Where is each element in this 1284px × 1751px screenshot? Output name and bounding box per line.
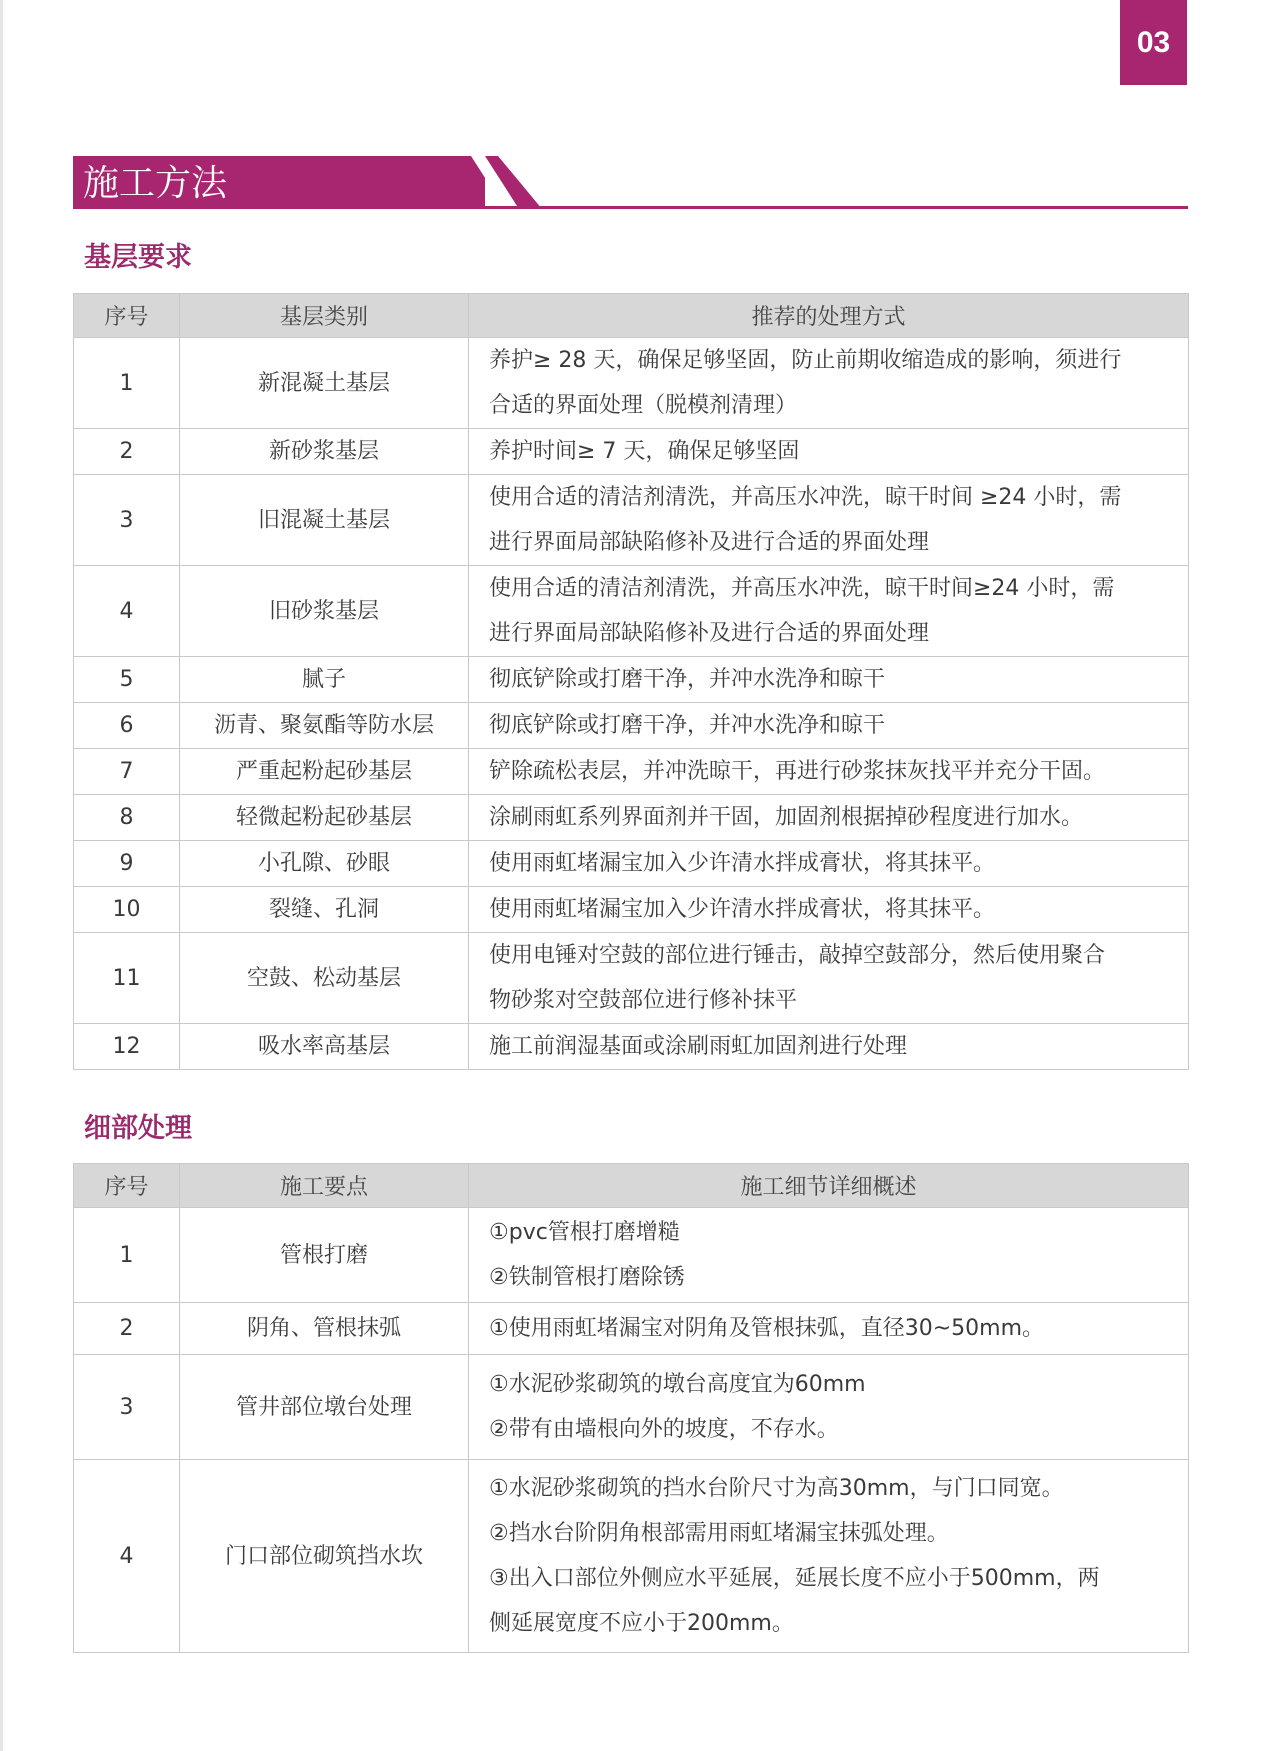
description-line: 合适的界面处理（脱模剂清理） xyxy=(489,393,798,418)
row-category: 新砂浆基层 xyxy=(180,429,469,475)
table-row xyxy=(74,1303,1189,1355)
table-header-row xyxy=(74,294,1189,338)
table-row xyxy=(74,887,1189,933)
description-line: 施工前润湿基面或涂刷雨虹加固剂进行处理 xyxy=(489,1034,908,1059)
row-description xyxy=(469,887,1189,933)
row-description xyxy=(469,338,1189,429)
description-line: ①使用雨虹堵漏宝对阴角及管根抹弧，直径30~50mm。 xyxy=(489,1316,1045,1341)
detail-treatment-heading: 细部处理 xyxy=(84,1113,192,1144)
row-description xyxy=(469,1303,1189,1355)
row-description xyxy=(469,933,1189,1024)
row-description xyxy=(469,1024,1189,1070)
description-line: 进行界面局部缺陷修补及进行合适的界面处理 xyxy=(489,621,930,646)
row-number: 2 xyxy=(74,1303,180,1355)
row-category: 轻微起粉起砂基层 xyxy=(180,795,469,841)
description-line: 使用合适的清洁剂清洗，并高压水冲洗，晾干时间≥24 小时，需 xyxy=(489,576,1115,601)
row-number: 4 xyxy=(74,1460,180,1653)
table-row xyxy=(74,657,1189,703)
row-category: 阴角、管根抹弧 xyxy=(180,1303,469,1355)
section-header xyxy=(73,156,1188,212)
description-line: 彻底铲除或打磨干净，并冲水洗净和晾干 xyxy=(489,667,886,692)
row-number: 1 xyxy=(74,1208,180,1303)
row-number: 1 xyxy=(74,338,180,429)
description-line: 使用电锤对空鼓的部位进行锤击，敲掉空鼓部分，然后使用聚合 xyxy=(489,943,1106,968)
row-description xyxy=(469,1208,1189,1303)
row-category: 空鼓、松动基层 xyxy=(180,933,469,1024)
table-row xyxy=(74,1460,1189,1653)
column-header: 施工细节详细概述 xyxy=(469,1164,1189,1208)
description-line: ②挡水台阶阴角根部需用雨虹堵漏宝抹弧处理。 xyxy=(489,1521,949,1546)
row-number: 10 xyxy=(74,887,180,933)
description-line: 涂刷雨虹系列界面剂并干固，加固剂根据掉砂程度进行加水。 xyxy=(489,805,1084,830)
description-line: 养护≥ 28 天，确保足够坚固，防止前期收缩造成的影响，须进行 xyxy=(489,348,1122,373)
row-description xyxy=(469,475,1189,566)
row-description xyxy=(469,703,1189,749)
row-number: 11 xyxy=(74,933,180,1024)
section-header-banner xyxy=(73,156,1188,212)
row-number: 4 xyxy=(74,566,180,657)
table-row xyxy=(74,841,1189,887)
table-row xyxy=(74,566,1189,657)
row-description xyxy=(469,657,1189,703)
row-category: 旧混凝土基层 xyxy=(180,475,469,566)
row-number: 6 xyxy=(74,703,180,749)
row-category: 小孔隙、砂眼 xyxy=(180,841,469,887)
column-header: 序号 xyxy=(74,1164,180,1208)
description-line: 养护时间≥ 7 天，确保足够坚固 xyxy=(489,439,800,464)
page-number-badge xyxy=(1120,0,1187,85)
base-requirements-heading: 基层要求 xyxy=(84,242,192,273)
row-category: 腻子 xyxy=(180,657,469,703)
description-line: 物砂浆对空鼓部位进行修补抹平 xyxy=(489,988,798,1013)
row-number: 8 xyxy=(74,795,180,841)
row-description xyxy=(469,1355,1189,1460)
row-number: 12 xyxy=(74,1024,180,1070)
row-category: 沥青、聚氨酯等防水层 xyxy=(180,703,469,749)
row-number: 3 xyxy=(74,1355,180,1460)
column-header: 序号 xyxy=(74,294,180,338)
description-line: 使用雨虹堵漏宝加入少许清水拌成膏状，将其抹平。 xyxy=(489,851,996,876)
table-row xyxy=(74,1208,1189,1303)
column-header: 施工要点 xyxy=(180,1164,469,1208)
base-requirements-table xyxy=(73,293,1189,1070)
row-category: 门口部位砌筑挡水坎 xyxy=(180,1460,469,1653)
description-line: ②铁制管根打磨除锈 xyxy=(489,1265,685,1290)
column-header: 推荐的处理方式 xyxy=(469,294,1189,338)
description-line: 铲除疏松表层，并冲洗晾干，再进行砂浆抹灰找平并充分干固。 xyxy=(489,759,1106,784)
row-category: 吸水率高基层 xyxy=(180,1024,469,1070)
table-row xyxy=(74,1355,1189,1460)
table-row xyxy=(74,1024,1189,1070)
page-number: 03 xyxy=(1136,25,1171,59)
page-edge-rule xyxy=(0,0,3,1751)
description-line: ②带有由墙根向外的坡度，不存水。 xyxy=(489,1417,839,1442)
row-description xyxy=(469,566,1189,657)
table-header-row xyxy=(74,1164,1189,1208)
description-line: 彻底铲除或打磨干净，并冲水洗净和晾干 xyxy=(489,713,886,738)
detail-treatment-table xyxy=(73,1163,1189,1653)
row-description xyxy=(469,795,1189,841)
description-line: ①水泥砂浆砌筑的挡水台阶尺寸为高30mm，与门口同宽。 xyxy=(489,1476,1064,1501)
description-line: ①水泥砂浆砌筑的墩台高度宜为60mm xyxy=(489,1372,866,1397)
description-line: ③出入口部位外侧应水平延展，延展长度不应小于500mm，两 xyxy=(489,1566,1100,1591)
column-header: 基层类别 xyxy=(180,294,469,338)
table-row xyxy=(74,795,1189,841)
description-line: 使用雨虹堵漏宝加入少许清水拌成膏状，将其抹平。 xyxy=(489,897,996,922)
row-number: 9 xyxy=(74,841,180,887)
table-row xyxy=(74,933,1189,1024)
table-row xyxy=(74,338,1189,429)
table-row xyxy=(74,429,1189,475)
description-line: 侧延展宽度不应小于200mm。 xyxy=(489,1611,794,1636)
section-title: 施工方法 xyxy=(83,163,228,204)
row-category: 管井部位墩台处理 xyxy=(180,1355,469,1460)
row-category: 管根打磨 xyxy=(180,1208,469,1303)
row-number: 7 xyxy=(74,749,180,795)
row-number: 3 xyxy=(74,475,180,566)
row-description xyxy=(469,749,1189,795)
row-description xyxy=(469,841,1189,887)
description-line: 使用合适的清洁剂清洗，并高压水冲洗，晾干时间 ≥24 小时，需 xyxy=(489,485,1122,510)
row-description xyxy=(469,429,1189,475)
row-category: 裂缝、孔洞 xyxy=(180,887,469,933)
row-category: 新混凝土基层 xyxy=(180,338,469,429)
table-row xyxy=(74,475,1189,566)
row-category: 严重起粉起砂基层 xyxy=(180,749,469,795)
row-number: 2 xyxy=(74,429,180,475)
row-number: 5 xyxy=(74,657,180,703)
table-row xyxy=(74,749,1189,795)
row-description xyxy=(469,1460,1189,1653)
description-line: ①pvc管根打磨增糙 xyxy=(489,1220,680,1245)
row-category: 旧砂浆基层 xyxy=(180,566,469,657)
table-row xyxy=(74,703,1189,749)
description-line: 进行界面局部缺陷修补及进行合适的界面处理 xyxy=(489,530,930,555)
